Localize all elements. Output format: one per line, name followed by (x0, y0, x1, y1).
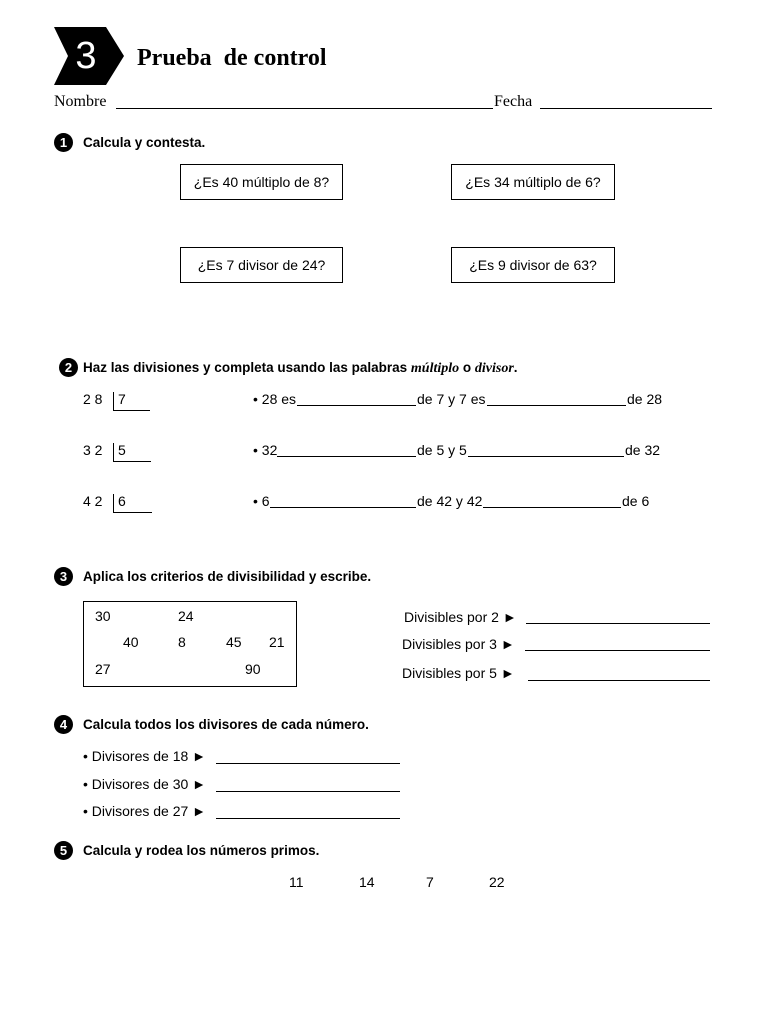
divisor: 5 (118, 442, 126, 458)
divisible-label: Divisibles por 3 ► (402, 636, 515, 652)
candidate-number[interactable]: 22 (489, 874, 505, 890)
number: 30 (95, 608, 111, 624)
answer-blank[interactable] (525, 650, 710, 651)
answer-blank[interactable] (297, 405, 416, 406)
divisors-label: • Divisores de 18 ► (83, 748, 207, 764)
answer-blank[interactable] (216, 791, 400, 792)
exercise-3-instruction: Aplica los criterios de divisibilidad y escribe. (83, 569, 372, 584)
sentence-part: • 6 (253, 493, 270, 509)
answer-blank[interactable] (468, 456, 624, 457)
answer-blank[interactable] (528, 680, 710, 681)
exercise-number-5: 5 (54, 841, 73, 860)
candidate-number[interactable]: 14 (359, 874, 375, 890)
sentence-part: de 7 y 7 es (417, 391, 486, 407)
dividend: 4 2 (83, 493, 103, 509)
divisor: 7 (118, 391, 126, 407)
exercise-number-2: 2 (59, 358, 78, 377)
exercise-number-3: 3 (54, 567, 73, 586)
answer-blank[interactable] (277, 456, 416, 457)
question-box: ¿Es 7 divisor de 24? (180, 247, 343, 283)
exercise-number-4: 4 (54, 715, 73, 734)
dividend: 2 8 (83, 391, 103, 407)
unit-number: 3 (75, 35, 97, 77)
word-divisor: divisor (474, 361, 514, 376)
number: 40 (123, 634, 139, 650)
exercise-4-instruction: Calcula todos los divisores de cada número. (83, 717, 369, 732)
sentence-part: de 42 y 42 (417, 493, 483, 509)
page-title: Prueba de control (137, 45, 327, 71)
number: 24 (178, 608, 194, 624)
sentence-part: • 32 (253, 442, 278, 458)
divisor: 6 (118, 493, 126, 509)
name-label: Nombre (54, 93, 107, 110)
answer-blank[interactable] (270, 507, 416, 508)
sentence-part: de 28 (627, 391, 663, 407)
divisors-label: • Divisores de 27 ► (83, 803, 207, 819)
question-box: ¿Es 9 divisor de 63? (451, 247, 615, 283)
candidate-number[interactable]: 11 (289, 874, 304, 890)
answer-blank[interactable] (487, 405, 626, 406)
exercise-5-instruction: Calcula y rodea los números primos. (83, 843, 320, 858)
sentence-part: • 28 es (253, 391, 297, 407)
number: 21 (269, 634, 285, 650)
sentence-part: de 5 y 5 (417, 442, 467, 458)
answer-blank[interactable] (216, 763, 400, 764)
answer-blank[interactable] (483, 507, 621, 508)
exercise-1-instruction: Calcula y contesta. (83, 135, 206, 150)
divisors-label: • Divisores de 30 ► (83, 776, 207, 792)
date-field[interactable] (540, 108, 712, 109)
number: 8 (178, 634, 186, 650)
question-box: ¿Es 40 múltiplo de 8? (180, 164, 343, 200)
question-box: ¿Es 34 múltiplo de 6? (451, 164, 615, 200)
name-field[interactable] (116, 108, 493, 109)
exercise-number-1: 1 (54, 133, 73, 152)
number: 27 (95, 661, 111, 677)
date-label: Fecha (494, 93, 533, 110)
exercise-2-instruction: Haz las divisiones y completa usando las palabras múltiplo o divisor. (83, 360, 518, 376)
candidate-number[interactable]: 7 (426, 874, 434, 890)
divisible-label: Divisibles por 5 ► (402, 665, 515, 681)
dividend: 3 2 (83, 442, 103, 458)
sentence-part: de 32 (625, 442, 661, 458)
answer-blank[interactable] (526, 623, 710, 624)
number: 45 (226, 634, 242, 650)
word-multiplo: múltiplo (410, 361, 460, 376)
divisible-label: Divisibles por 2 ► (404, 609, 517, 625)
answer-blank[interactable] (216, 818, 400, 819)
number: 90 (245, 661, 261, 677)
sentence-part: de 6 (622, 493, 650, 509)
